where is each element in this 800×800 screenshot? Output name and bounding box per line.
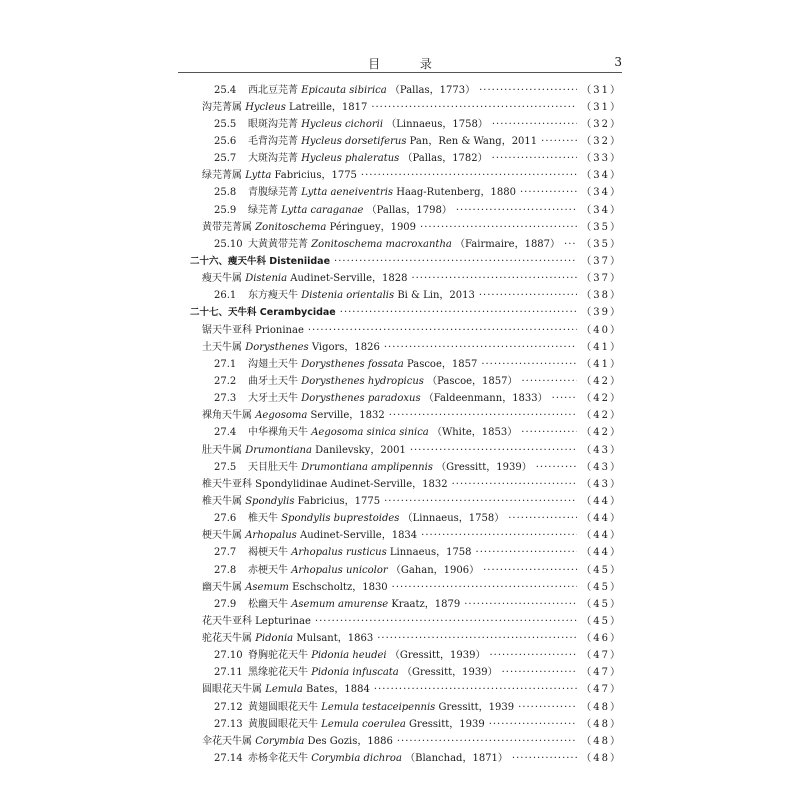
entry-page-number: （45） xyxy=(581,581,622,593)
dot-leader xyxy=(541,136,577,148)
entry-title xyxy=(202,445,406,457)
entry-scientific-name: Zonitoschema macroxantha xyxy=(311,238,452,250)
entry-page-number: （48） xyxy=(581,735,622,747)
entry-number: 27.5 xyxy=(214,461,237,473)
entry-page-number: （40） xyxy=(581,324,622,336)
entry-author: （Pascoe，1857） xyxy=(427,375,518,387)
entry-scientific-name: Lytta caraganae xyxy=(281,204,364,216)
entry-chinese-name: 椎天牛属 xyxy=(202,495,242,507)
entry-number: 27.10 xyxy=(214,650,243,662)
entry-title xyxy=(214,462,532,474)
dot-leader xyxy=(464,599,577,611)
entry-author: Latreille，1817 xyxy=(289,101,368,113)
entry-scientific-name: Drumontiana amplipennis xyxy=(301,461,433,473)
dot-leader xyxy=(492,153,578,165)
entry-page-number: （43） xyxy=(581,461,622,473)
entry-scientific-name: Lytta aeneiventris xyxy=(301,187,394,199)
entry-number: 27.9 xyxy=(214,598,237,610)
entry-title xyxy=(190,256,330,268)
entry-title xyxy=(214,136,537,148)
entry-scientific-name: Dorysthenes hydropicus xyxy=(301,375,424,387)
entry-author: Bates，1884 xyxy=(306,684,370,696)
entry-chinese-name: 赤杨伞花天牛 xyxy=(248,753,308,765)
entry-chinese-name: 大黄黄带芫菁 xyxy=(248,238,308,250)
entry-scientific-name: Hycleus phaleratus xyxy=(301,153,400,165)
entry-page-number: （43） xyxy=(581,478,622,490)
entry-title xyxy=(214,119,488,131)
entry-number: 25.5 xyxy=(214,118,237,130)
dot-leader xyxy=(521,427,577,439)
page-number: 3 xyxy=(614,55,622,69)
entry-number: 27.12 xyxy=(214,701,243,713)
entry-title xyxy=(214,205,452,217)
entry-scientific-name: Spondylis buprestoides xyxy=(281,513,400,525)
dot-leader xyxy=(420,222,577,234)
toc-genus-entry xyxy=(178,339,622,356)
entry-scientific-name: Hycleus dorsetiferus xyxy=(301,135,407,147)
entry-author: Kraatz，1879 xyxy=(391,598,461,610)
dot-leader xyxy=(411,273,577,285)
dot-leader xyxy=(392,582,578,594)
toc-species-entry xyxy=(178,202,622,219)
entry-author: Fabricius，1775 xyxy=(297,495,381,507)
entry-number: 27.14 xyxy=(214,753,243,765)
entry-page-number: （48） xyxy=(581,718,622,730)
dot-leader xyxy=(456,205,577,217)
toc-species-entry xyxy=(178,288,622,305)
entry-author: Vigors，1826 xyxy=(311,341,380,353)
toc-genus-entry xyxy=(178,271,622,288)
entry-chinese-name: 大牙土天牛 xyxy=(248,393,298,405)
toc-species-entry xyxy=(178,391,622,408)
entry-title xyxy=(202,342,380,354)
entry-number: 26.1 xyxy=(214,290,237,302)
entry-author: Pascoe，1857 xyxy=(406,358,478,370)
entry-scientific-name: Pidonia xyxy=(255,633,294,645)
entry-page-number: （35） xyxy=(581,221,622,233)
entry-author: Pan，Ren & Wang，2011 xyxy=(409,135,538,147)
dot-leader xyxy=(340,307,578,319)
entry-page-number: （42） xyxy=(581,375,622,387)
entry-chinese-name: 幽天牛属 xyxy=(202,581,242,593)
entry-scientific-name: Dorysthenes fossata xyxy=(301,358,404,370)
entry-chinese-name: 土天牛属 xyxy=(202,341,242,353)
toc-species-entry xyxy=(178,133,622,150)
entry-page-number: （38） xyxy=(581,290,622,302)
entry-author: Audinet-Serville，1828 xyxy=(290,273,408,285)
dot-leader xyxy=(377,633,577,645)
toc-species-entry xyxy=(178,459,622,476)
entry-scientific-name: Dorysthenes paradoxus xyxy=(301,393,421,405)
entry-title xyxy=(202,616,311,628)
entry-page-number: （34） xyxy=(581,204,622,216)
entry-chinese-name: 青腹绿芫菁 xyxy=(248,187,298,199)
toc-species-entry xyxy=(178,545,622,562)
toc-genus-entry xyxy=(178,442,622,459)
entry-scientific-name: Lemula testaceipennis xyxy=(321,701,436,713)
toc-species-entry xyxy=(178,82,622,99)
entry-title xyxy=(214,393,548,405)
entry-scientific-name: Corymbia xyxy=(255,735,305,747)
toc-genus-entry xyxy=(178,613,622,630)
dot-leader xyxy=(374,684,577,696)
entry-scientific-name: Hycleus cichorii xyxy=(301,118,384,130)
toc-species-entry xyxy=(178,596,622,613)
entry-title xyxy=(202,496,380,508)
entry-scientific-name: Arhopalus rusticus xyxy=(291,547,387,559)
entry-chinese-name: 瘦天牛属 xyxy=(202,273,242,285)
entry-number: 25.4 xyxy=(214,84,237,96)
entry-chinese-name: 黑缘驼花天牛 xyxy=(248,667,308,679)
entry-scientific-name: Drumontiana xyxy=(245,444,312,456)
dot-leader xyxy=(452,479,578,491)
entry-title xyxy=(214,376,517,388)
dot-leader xyxy=(508,513,577,525)
entry-title xyxy=(214,753,508,765)
entry-title xyxy=(214,565,479,577)
toc-species-entry xyxy=(178,151,622,168)
entry-page-number: （34） xyxy=(581,187,622,199)
entry-chinese-name: 椎天牛亚科 Spondylidinae Audinet-Serville，1832 xyxy=(202,478,448,490)
toc-species-entry xyxy=(178,665,622,682)
entry-author: （Pallas，1782） xyxy=(402,153,488,165)
toc-species-entry xyxy=(178,562,622,579)
entry-chinese-name: 绿芫菁 xyxy=(248,204,278,216)
toc-species-entry xyxy=(178,716,622,733)
entry-title xyxy=(214,290,475,302)
entry-scientific-name: Spondylis xyxy=(245,495,295,507)
dot-leader xyxy=(334,256,577,268)
entry-scientific-name: Hycleus xyxy=(245,101,286,113)
entry-page-number: （44） xyxy=(581,530,622,542)
dot-leader xyxy=(489,650,577,662)
entry-author: （Gahan，1906） xyxy=(390,564,480,576)
entry-title xyxy=(202,222,416,234)
entry-scientific-name: Lytta xyxy=(245,170,272,182)
header-title: 目 录 xyxy=(368,57,450,71)
entry-chinese-name: 大斑沟芫菁 xyxy=(248,153,298,165)
entry-scientific-name: Dorysthenes xyxy=(245,341,309,353)
entry-number: 27.7 xyxy=(214,547,237,559)
dot-leader xyxy=(410,445,577,457)
toc-chapter-entry xyxy=(178,253,622,270)
entry-chinese-name: 天目肚天牛 xyxy=(248,461,298,473)
entry-page-number: （42） xyxy=(581,427,622,439)
entry-author: （Pallas，1798） xyxy=(366,204,452,216)
dot-leader xyxy=(521,376,577,388)
entry-page-number: （31） xyxy=(581,84,622,96)
entry-title xyxy=(214,153,488,165)
entry-author: Linnaeus，1758 xyxy=(389,547,472,559)
dot-leader xyxy=(512,753,577,765)
toc-species-entry xyxy=(178,116,622,133)
entry-title xyxy=(202,479,448,491)
toc-genus-entry xyxy=(178,322,622,339)
entry-chinese-name: 褐梗天牛 xyxy=(248,547,288,559)
toc-species-entry xyxy=(178,356,622,373)
entry-title xyxy=(202,325,304,337)
toc-species-entry xyxy=(178,648,622,665)
entry-chinese-name: 松幽天牛 xyxy=(248,598,288,610)
entry-scientific-name: Aegosoma sinica sinica xyxy=(311,427,429,439)
entry-author: Eschscholtz，1830 xyxy=(292,581,388,593)
dot-leader xyxy=(479,290,577,302)
entry-title xyxy=(202,582,388,594)
entry-scientific-name: Aegosoma xyxy=(255,410,308,422)
dot-leader xyxy=(384,496,577,508)
entry-page-number: （44） xyxy=(581,547,622,559)
entry-chinese-name: 梗天牛属 xyxy=(202,530,242,542)
entry-scientific-name: Asemum amurense xyxy=(291,598,389,610)
entry-page-number: （39） xyxy=(581,307,622,319)
dot-leader xyxy=(552,393,578,405)
entry-author: Fabricius，1775 xyxy=(274,170,357,182)
entry-chinese-name: 曲牙土天牛 xyxy=(248,375,298,387)
entry-page-number: （45） xyxy=(581,615,622,627)
toc-species-entry xyxy=(178,373,622,390)
entry-page-number: （32） xyxy=(581,135,622,147)
entry-chinese-name: 裸角天牛属 xyxy=(202,410,252,422)
dot-leader xyxy=(483,565,577,577)
dot-leader xyxy=(476,547,578,559)
dot-leader xyxy=(315,616,577,628)
entry-author: Danilevsky，2001 xyxy=(315,444,406,456)
entry-author: （Pallas，1773） xyxy=(389,84,476,96)
entry-page-number: （37） xyxy=(581,273,622,285)
entry-page-number: （32） xyxy=(581,118,622,130)
entry-page-number: （46） xyxy=(581,633,622,645)
entry-author: （White，1853） xyxy=(431,427,518,439)
toc-genus-entry xyxy=(178,493,622,510)
entry-author: （Gressitt，1939） xyxy=(389,650,486,662)
entry-title xyxy=(214,667,498,679)
entry-chinese-name: 驼花天牛属 xyxy=(202,633,252,645)
dot-leader xyxy=(564,239,577,251)
entry-title xyxy=(214,187,516,199)
entry-author: Péringuey，1909 xyxy=(329,221,417,233)
entry-title xyxy=(202,273,407,285)
entry-number: 25.7 xyxy=(214,153,237,165)
dot-leader xyxy=(397,736,577,748)
entry-page-number: （47） xyxy=(581,667,622,679)
entry-scientific-name: Epicauta sibirica xyxy=(301,84,387,96)
entry-page-number: （41） xyxy=(581,341,622,353)
entry-scientific-name: Lemula coerulea xyxy=(321,718,406,730)
entry-chinese-name: 脊胸驼花天牛 xyxy=(248,650,308,662)
entry-author: （Blanchad，1871） xyxy=(405,753,508,765)
entry-chinese-name: 眼斑沟芫菁 xyxy=(248,118,298,130)
entry-scientific-name: Arhopalus unicolor xyxy=(291,564,388,576)
entry-page-number: （48） xyxy=(581,701,622,713)
toc-genus-entry xyxy=(178,219,622,236)
entry-author: （Linnaeus，1758） xyxy=(402,513,505,525)
entry-author: （Linnaeus，1758） xyxy=(386,118,488,130)
dot-leader xyxy=(536,462,578,474)
entry-title xyxy=(214,719,485,731)
dot-leader xyxy=(479,85,577,97)
dot-leader xyxy=(371,102,577,114)
entry-chinese-name: 东方瘦天牛 xyxy=(248,290,298,302)
toc-genus-entry xyxy=(178,733,622,750)
toc-genus-entry xyxy=(178,528,622,545)
entry-author: （Gressitt，1939） xyxy=(436,461,532,473)
entry-page-number: （45） xyxy=(581,598,622,610)
entry-scientific-name: Pidonia heudei xyxy=(311,650,387,662)
entry-title xyxy=(214,702,514,714)
entry-chinese-name: 肚天牛属 xyxy=(202,444,242,456)
entry-author: （Gressitt，1939） xyxy=(401,667,498,679)
toc-species-entry xyxy=(178,750,622,767)
entry-number: 25.10 xyxy=(214,238,243,250)
dot-leader xyxy=(489,719,578,731)
dot-leader xyxy=(481,359,577,371)
toc-chapter-entry xyxy=(178,305,622,322)
entry-page-number: （44） xyxy=(581,513,622,525)
entry-page-number: （33） xyxy=(581,153,622,165)
entry-title xyxy=(190,307,336,319)
entry-chinese-name: 花天牛亚科 Lepturinae xyxy=(202,615,311,627)
entry-title xyxy=(202,684,370,696)
table-of-contents xyxy=(178,82,622,768)
entry-number: 27.8 xyxy=(214,564,237,576)
toc-genus-entry xyxy=(178,682,622,699)
entry-author: Bi & Lin，2013 xyxy=(397,290,475,302)
entry-chinese-name: 黄腹圆眼花天牛 xyxy=(248,718,318,730)
toc-species-entry xyxy=(178,511,622,528)
toc-genus-entry xyxy=(178,476,622,493)
entry-number: 27.1 xyxy=(214,358,237,370)
dot-leader xyxy=(520,187,577,199)
entry-scientific-name: Asemum xyxy=(245,581,289,593)
toc-genus-entry xyxy=(178,99,622,116)
entry-page-number: （44） xyxy=(581,495,622,507)
entry-title xyxy=(202,170,357,182)
dot-leader xyxy=(502,667,578,679)
toc-species-entry xyxy=(178,185,622,202)
entry-author: Mulsant，1863 xyxy=(296,633,374,645)
entry-chinese-name: 绿芫菁属 xyxy=(202,170,242,182)
entry-page-number: （31） xyxy=(581,101,622,113)
entry-chinese-name: 二十七、天牛科 Cerambycidae xyxy=(190,307,336,319)
entry-author: Gressitt，1939 xyxy=(409,718,485,730)
entry-chinese-name: 沟翅土天牛 xyxy=(248,358,298,370)
entry-number: 25.8 xyxy=(214,187,237,199)
entry-number: 25.6 xyxy=(214,135,237,147)
entry-chinese-name: 圆眼花天牛属 xyxy=(202,684,262,696)
entry-number: 27.11 xyxy=(214,667,243,679)
entry-title xyxy=(202,736,393,748)
entry-scientific-name: Lemula xyxy=(265,684,303,696)
entry-scientific-name: Arhopalus xyxy=(245,530,297,542)
entry-scientific-name: Distenia orientalis xyxy=(301,290,395,302)
entry-author: Haag-Rutenberg，1880 xyxy=(396,187,516,199)
entry-chinese-name: 赤梗天牛 xyxy=(248,564,288,576)
toc-species-entry xyxy=(178,236,622,253)
running-header xyxy=(178,50,622,73)
entry-number: 27.3 xyxy=(214,393,237,405)
dot-leader xyxy=(384,342,577,354)
entry-page-number: （48） xyxy=(581,753,622,765)
entry-title xyxy=(214,599,460,611)
entry-chinese-name: 锯天牛亚科 Prioninae xyxy=(202,324,304,336)
entry-chinese-name: 黄翅圆眼花天牛 xyxy=(248,701,318,713)
entry-title xyxy=(214,513,504,525)
entry-chinese-name: 毛背沟芫菁 xyxy=(248,135,298,147)
entry-chinese-name: 伞花天牛属 xyxy=(202,735,252,747)
toc-species-entry xyxy=(178,425,622,442)
entry-number: 27.6 xyxy=(214,513,237,525)
entry-number: 27.4 xyxy=(214,427,237,439)
entry-author: Gressitt，1939 xyxy=(438,701,515,713)
entry-title xyxy=(214,85,475,97)
toc-genus-entry xyxy=(178,631,622,648)
dot-leader xyxy=(421,530,577,542)
entry-chinese-name: 椎天牛 xyxy=(248,513,278,525)
toc-genus-entry xyxy=(178,168,622,185)
toc-genus-entry xyxy=(178,408,622,425)
entry-page-number: （47） xyxy=(581,684,622,696)
entry-scientific-name: Corymbia dichroa xyxy=(311,753,402,765)
entry-page-number: （45） xyxy=(581,564,622,576)
entry-number: 27.2 xyxy=(214,375,237,387)
entry-title xyxy=(214,239,560,251)
entry-page-number: （42） xyxy=(581,410,622,422)
entry-author: （Faldeenmann，1833） xyxy=(423,393,548,405)
dot-leader xyxy=(389,410,578,422)
entry-page-number: （37） xyxy=(581,255,622,267)
entry-chinese-name: 黄带芫菁属 xyxy=(202,221,252,233)
entry-chinese-name: 西北豆芫菁 xyxy=(248,84,298,96)
entry-page-number: （34） xyxy=(581,170,622,182)
entry-page-number: （35） xyxy=(581,238,622,250)
entry-author: Des Gozis，1886 xyxy=(307,735,393,747)
entry-title xyxy=(202,410,385,422)
entry-title xyxy=(214,547,472,559)
entry-page-number: （43） xyxy=(581,444,622,456)
dot-leader xyxy=(518,702,577,714)
entry-page-number: （47） xyxy=(581,650,622,662)
entry-title xyxy=(202,102,367,114)
entry-number: 27.13 xyxy=(214,718,243,730)
dot-leader xyxy=(492,119,577,131)
entry-scientific-name: Zonitoschema xyxy=(255,221,327,233)
entry-scientific-name: Pidonia infuscata xyxy=(311,667,399,679)
entry-title xyxy=(214,427,517,439)
entry-chinese-name: 中华裸角天牛 xyxy=(248,427,308,439)
toc-species-entry xyxy=(178,699,622,716)
entry-title xyxy=(214,650,485,662)
dot-leader xyxy=(308,325,577,337)
entry-author: Serville，1832 xyxy=(310,410,385,422)
entry-chinese-name: 二十六、瘦天牛科 Disteniidae xyxy=(190,255,331,267)
dot-leader xyxy=(361,170,577,182)
entry-author: （Fairmaire，1887） xyxy=(455,238,561,250)
toc-genus-entry xyxy=(178,579,622,596)
entry-chinese-name: 沟芫菁属 xyxy=(202,101,242,113)
entry-page-number: （42） xyxy=(581,393,622,405)
entry-title xyxy=(202,633,373,645)
entry-page-number: （41） xyxy=(581,358,622,370)
entry-scientific-name: Distenia xyxy=(245,273,288,285)
entry-title xyxy=(202,530,417,542)
entry-number: 25.9 xyxy=(214,204,237,216)
entry-author: Audinet-Serville，1834 xyxy=(299,530,418,542)
entry-title xyxy=(214,359,477,371)
